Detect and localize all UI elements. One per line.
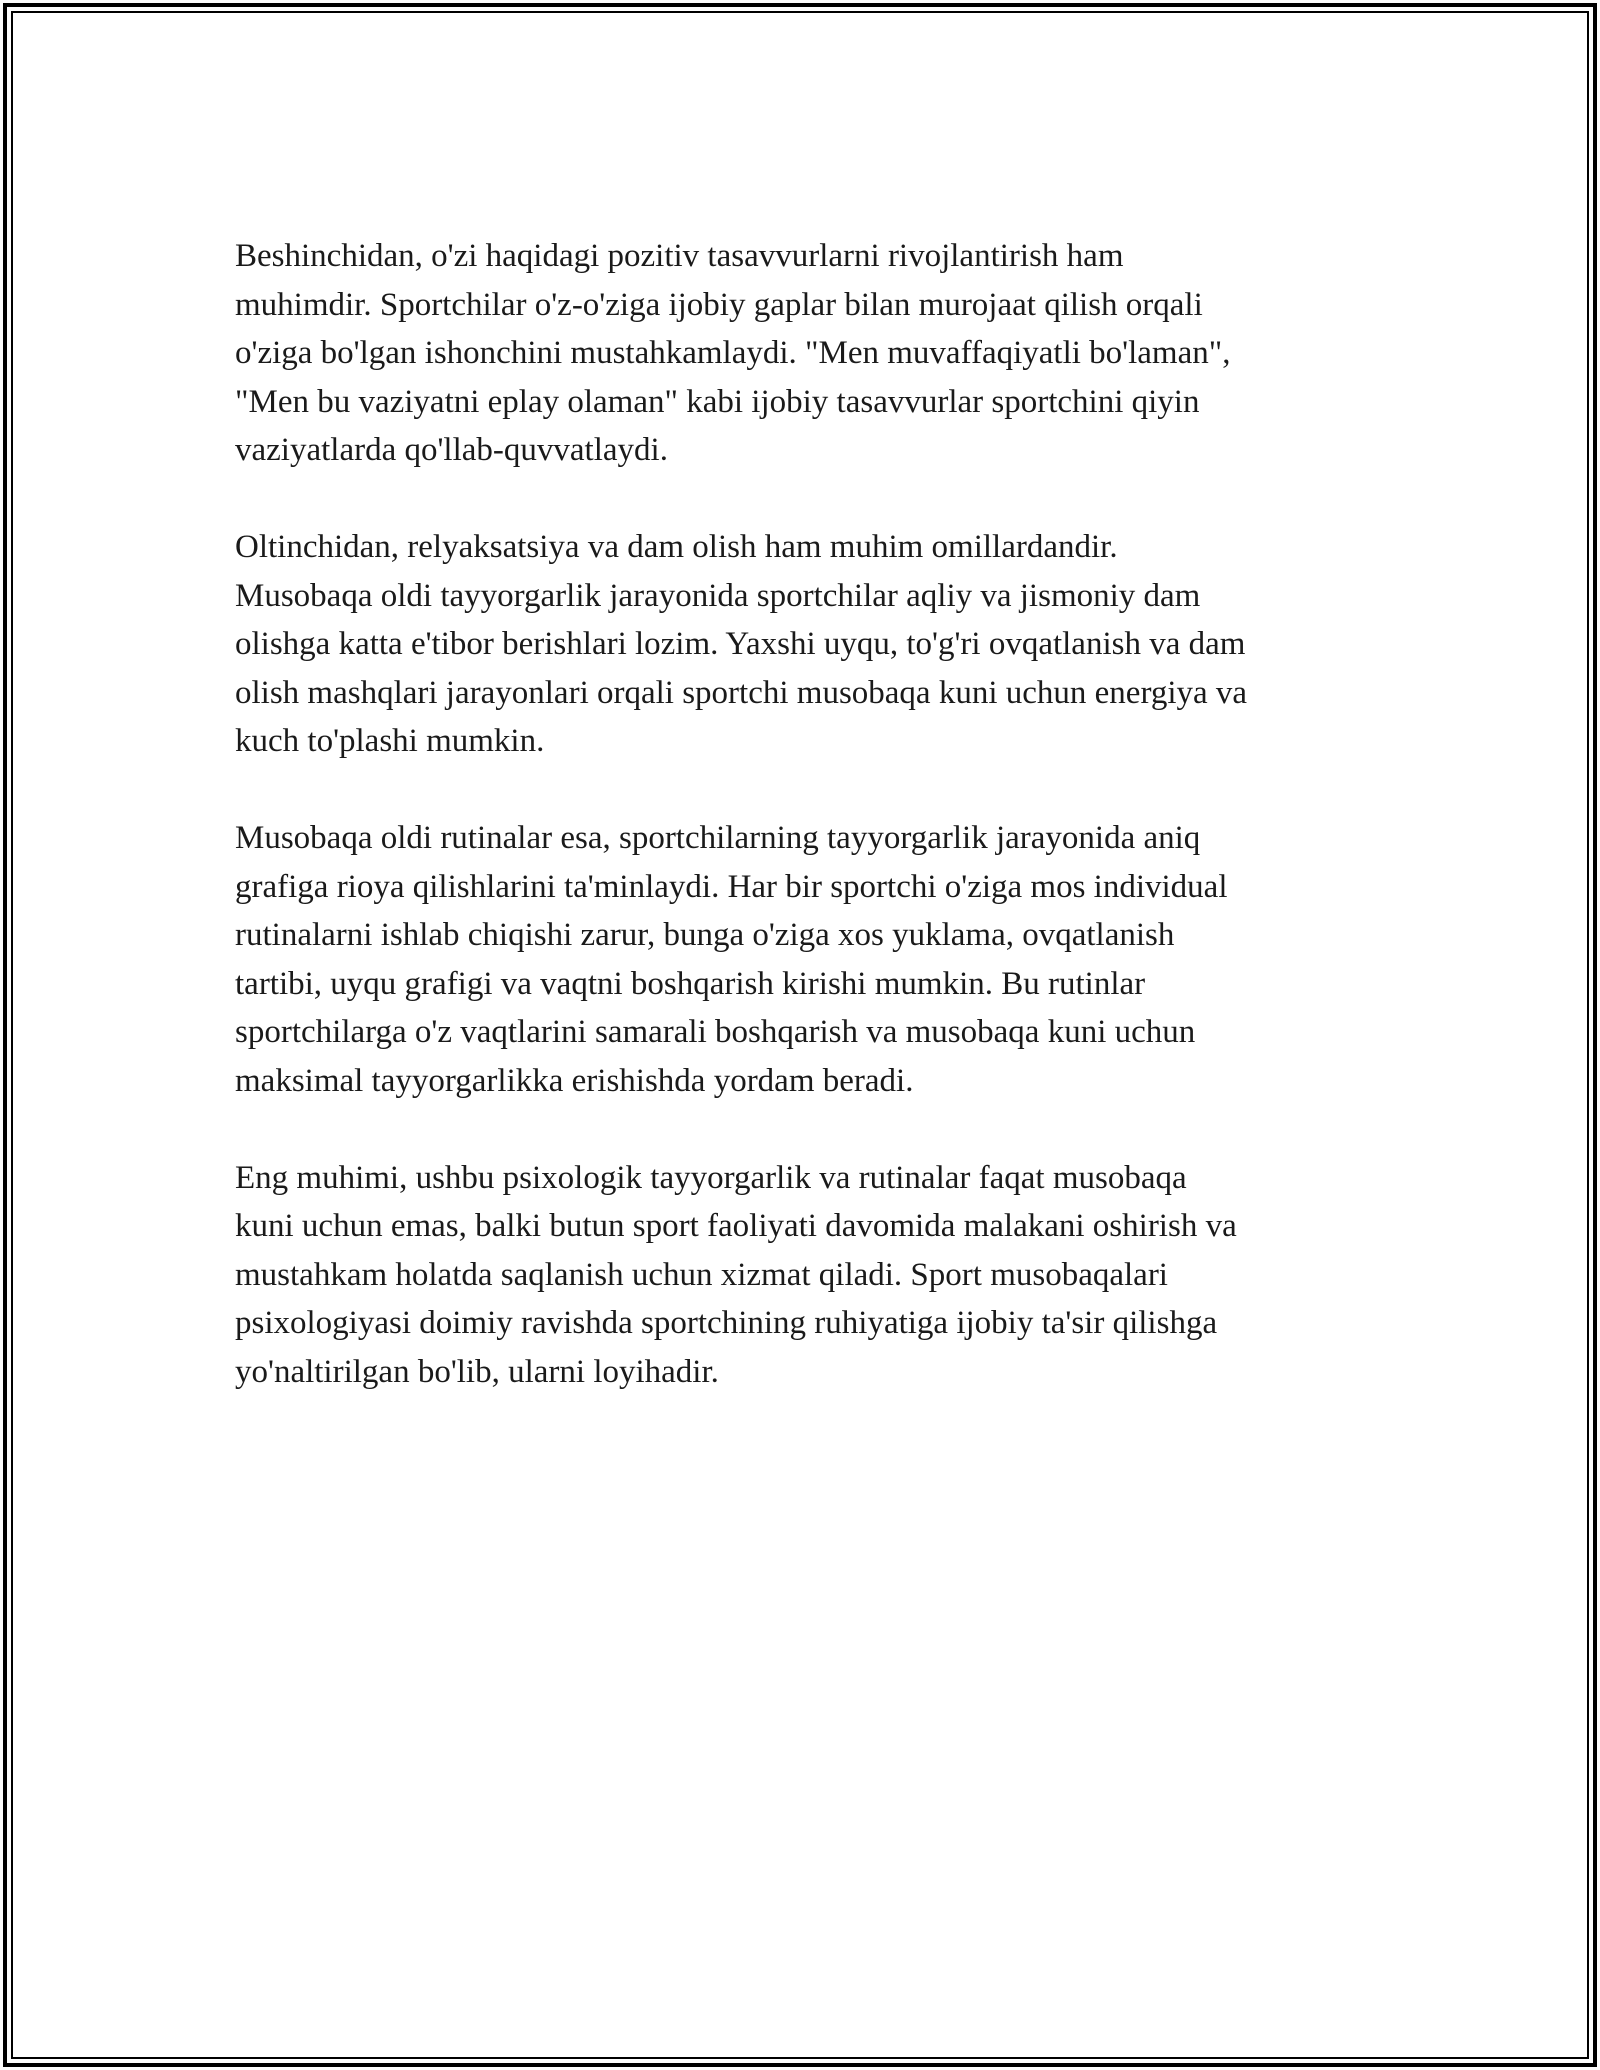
paragraph-sixth-point — [235, 523, 1385, 766]
paragraph-routines — [235, 814, 1385, 1105]
text-line: mustahkam holatda saqlanish uchun xizmat qiladi. Sport musobaqalari — [235, 1256, 1168, 1293]
paragraph-fifth-point — [235, 232, 1385, 475]
text-line: tartibi, uyqu grafigi va vaqtni boshqarish kirishi mumkin. Bu rutinlar — [235, 965, 1146, 1002]
document-body — [235, 232, 1385, 1445]
text-line: Musobaqa oldi tayyorgarlik jarayonida sportchilar aqliy va jismoniy dam — [235, 577, 1201, 614]
text-line: olish mashqlari jarayonlari orqali sportchi musobaqa kuni uchun energiya va — [235, 674, 1248, 711]
text-line: olishga katta e'tibor berishlari lozim. Yaxshi uyqu, to'g'ri ovqatlanish va dam — [235, 626, 1246, 662]
text-line: muhimdir. Sportchilar o'z-o'ziga ijobiy gaplar bilan murojaat qilish orqali — [235, 286, 1203, 323]
text-line: vaziyatlarda qo'llab-quvvatlaydi. — [235, 432, 668, 468]
text-line: Oltinchidan, relyaksatsiya va dam olish ham muhim omillardandir. — [235, 529, 1118, 565]
text-line: kuni uchun emas, balki butun sport faoliyati davomida malakani oshirish va — [235, 1208, 1237, 1244]
text-line: "Men bu vaziyatni eplay olaman" kabi ijobiy tasavvurlar sportchini qiyin — [235, 383, 1200, 420]
text-line: Musobaqa oldi rutinalar esa, sportchilarning tayyorgarlik jarayonida aniq — [235, 820, 1201, 856]
text-line: yo'naltirilgan bo'lib, ularni loyihadir. — [235, 1353, 719, 1390]
text-line: maksimal tayyorgarlikka erishishda yordam beradi. — [235, 1062, 914, 1099]
text-line: o'ziga bo'lgan ishonchini mustahkamlaydi. "Men muvaffaqiyatli bo'laman", — [235, 335, 1231, 371]
text-line: sportchilarga o'z vaqtlarini samarali boshqarish va musobaqa kuni uchun — [235, 1014, 1196, 1050]
paragraph-conclusion — [235, 1154, 1385, 1397]
text-line: psixologiyasi doimiy ravishda sportchining ruhiyatiga ijobiy ta'sir qilishga — [235, 1305, 1218, 1341]
text-line: kuch to'plashi mumkin. — [235, 723, 545, 759]
text-line: rutinalarni ishlab chiqishi zarur, bunga o'ziga xos yuklama, ovqatlanish — [235, 917, 1175, 953]
text-line: Beshinchidan, o'zi haqidagi pozitiv tasavvurlarni rivojlantirish ham — [235, 238, 1124, 274]
text-line: grafiga rioya qilishlarini ta'minlaydi. Har bir sportchi o'ziga mos individual — [235, 868, 1228, 905]
text-line: Eng muhimi, ushbu psixologik tayyorgarlik va rutinalar faqat musobaqa — [235, 1159, 1187, 1196]
